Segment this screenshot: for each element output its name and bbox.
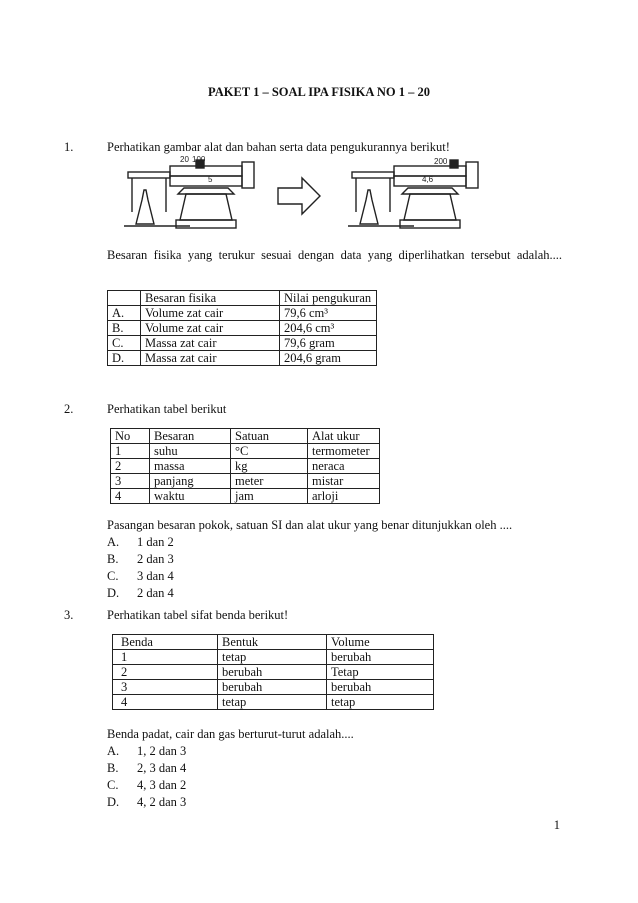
question-1-number: 1.: [64, 140, 74, 154]
table-cell: Besaran fisika: [141, 291, 280, 306]
table-row: [111, 459, 380, 474]
table-row: [113, 680, 434, 695]
table-cell: Besaran: [150, 429, 231, 444]
left-scale-label-2: 100: [192, 155, 206, 164]
table-cell: jam: [231, 489, 308, 504]
left-scale-label-3: 5: [208, 175, 213, 184]
table-cell: 3: [113, 680, 218, 695]
right-scale-label-2: 4,6: [422, 175, 434, 184]
question-2-text: Perhatikan tabel berikut: [107, 402, 227, 416]
table-cell: 4: [113, 695, 218, 710]
option-letter: B.: [107, 761, 119, 775]
table-cell: 1: [113, 650, 218, 665]
table-row: [113, 665, 434, 680]
option-letter: B.: [107, 552, 119, 566]
table-cell: 204,6 gram: [280, 351, 377, 366]
table-cell: berubah: [327, 680, 434, 695]
table-cell: D.: [108, 351, 141, 366]
option-letter: D.: [107, 586, 120, 600]
table-cell: Satuan: [231, 429, 308, 444]
table-row: [113, 695, 434, 710]
table-cell: 3: [111, 474, 150, 489]
table-cell: B.: [108, 321, 141, 336]
right-scale-label-1: 200: [434, 157, 448, 166]
table-cell: mistar: [308, 474, 380, 489]
table-cell: tetap: [218, 650, 327, 665]
table-cell: No: [111, 429, 150, 444]
option-text: 4, 3 dan 2: [137, 778, 187, 792]
option-letter: A.: [107, 535, 120, 549]
question-2-number: 2.: [64, 402, 74, 416]
table-cell: panjang: [150, 474, 231, 489]
table-cell: berubah: [327, 650, 434, 665]
question-1-stem-line: [107, 248, 562, 263]
table-cell: massa: [150, 459, 231, 474]
table-cell: termometer: [308, 444, 380, 459]
table-row: [111, 474, 380, 489]
table-cell: neraca: [308, 459, 380, 474]
question-3-number: 3.: [64, 608, 74, 622]
table-row: [108, 321, 377, 336]
table-cell: Bentuk: [218, 635, 327, 650]
table-row: [108, 336, 377, 351]
option-letter: C.: [107, 778, 119, 792]
table-cell: Massa zat cair: [141, 351, 280, 366]
table-cell: 1: [111, 444, 150, 459]
table-cell: Nilai pengukuran: [280, 291, 377, 306]
table-cell: [108, 291, 141, 306]
table-cell: Volume zat cair: [141, 306, 280, 321]
table-cell: suhu: [150, 444, 231, 459]
table-row: [111, 489, 380, 504]
table-cell: 79,6 cm³: [280, 306, 377, 321]
table-cell: Tetap: [327, 665, 434, 680]
table-row: [111, 444, 380, 459]
table-cell: 79,6 gram: [280, 336, 377, 351]
option-letter: D.: [107, 795, 120, 809]
table-cell: Volume: [327, 635, 434, 650]
table-row: [108, 351, 377, 366]
question-1-text: Perhatikan gambar alat dan bahan serta data pengukurannya berikut!: [107, 140, 450, 154]
table-cell: Massa zat cair: [141, 336, 280, 351]
table-cell: Benda: [113, 635, 218, 650]
table-cell: waktu: [150, 489, 231, 504]
table-cell: 2: [113, 665, 218, 680]
option-letter: A.: [107, 744, 120, 758]
table-cell: 4: [111, 489, 150, 504]
table-cell: C.: [108, 336, 141, 351]
table-row: [113, 650, 434, 665]
option-text: 2 dan 3: [137, 552, 174, 566]
table-cell: Volume zat cair: [141, 321, 280, 336]
table-cell: Alat ukur: [308, 429, 380, 444]
table-cell: berubah: [218, 680, 327, 695]
left-scale-label-1: 20: [180, 155, 189, 164]
table-cell: °C: [231, 444, 308, 459]
question-2-stem: Pasangan besaran pokok, satuan SI dan alat ukur yang benar ditunjukkan oleh ....: [107, 518, 513, 532]
option-text: 2, 3 dan 4: [137, 761, 187, 775]
page-number: 1: [553, 818, 560, 832]
table-cell: kg: [231, 459, 308, 474]
table-cell: tetap: [327, 695, 434, 710]
question-2-table: [110, 428, 380, 504]
table-cell: A.: [108, 306, 141, 321]
option-text: 2 dan 4: [137, 586, 174, 600]
question-1-table: [107, 290, 377, 366]
option-text: 4, 2 dan 3: [137, 795, 187, 809]
question-3-stem: Benda padat, cair dan gas berturut-turut adalah....: [107, 727, 354, 741]
table-cell: meter: [231, 474, 308, 489]
table-cell: tetap: [218, 695, 327, 710]
balance-scale-figure: [120, 150, 500, 240]
table-header-row: [108, 291, 377, 306]
option-text: 1, 2 dan 3: [137, 744, 187, 758]
question-3-table: [112, 634, 434, 710]
option-text: 3 dan 4: [137, 569, 174, 583]
option-text: 1 dan 2: [137, 535, 174, 549]
table-cell: berubah: [218, 665, 327, 680]
table-cell: 2: [111, 459, 150, 474]
table-header-row: [113, 635, 434, 650]
table-cell: arloji: [308, 489, 380, 504]
question-3-text: Perhatikan tabel sifat benda berikut!: [107, 608, 289, 622]
question-1-stem: Besaran fisika yang terukur sesuai dengan data yang diperlihatkan tersebut adalah....: [107, 248, 562, 262]
page-title: PAKET 1 – SOAL IPA FISIKA NO 1 – 20: [208, 85, 430, 99]
table-row: [108, 306, 377, 321]
option-letter: C.: [107, 569, 119, 583]
table-header-row: [111, 429, 380, 444]
table-cell: 204,6 cm³: [280, 321, 377, 336]
